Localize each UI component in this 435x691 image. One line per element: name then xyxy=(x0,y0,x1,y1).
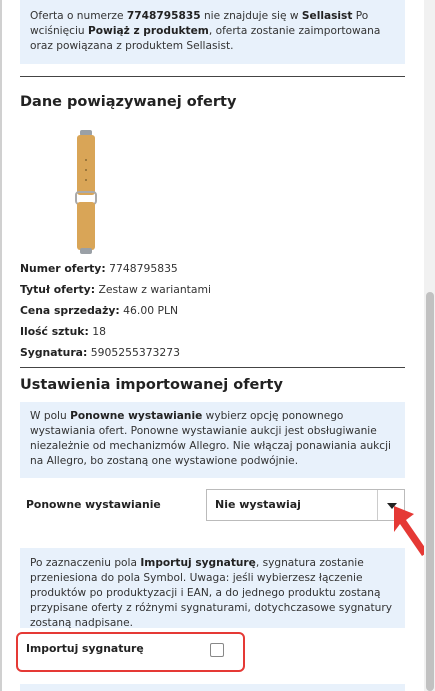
section-divider xyxy=(20,367,405,368)
relist-label: Ponowne wystawianie xyxy=(26,498,161,511)
detail-quantity: Ilość sztuk: 18 xyxy=(20,325,106,338)
scrollbar-thumb[interactable] xyxy=(426,292,434,691)
window-left-border xyxy=(0,0,2,691)
detail-sale-price: Cena sprzedaży: 46.00 PLN xyxy=(20,304,179,317)
relist-info-box: W polu Ponowne wystawianie wybierz opcję ponownego wystawiania ofert. Ponowne wystawianie aukcji jest obsługiwanie niezależnie od mechanizmów Allegro. Nie włączaj ponawiania aukcji na Allegro, bo zostaną one wystawione podwójnie. xyxy=(20,402,405,478)
linked-offer-title: Dane powiązywanej oferty xyxy=(20,94,237,110)
detail-offer-title: Tytuł oferty: Zestaw z wariantami xyxy=(20,283,212,296)
signature-info-box: Po zaznaczeniu pola Importuj sygnaturę, sygnatura zostanie przeniesiona do pola Symbol. Uwaga: jeśli wybierzesz łączenie produktów po produktyzacji i EAN, a do jednego produktu zostaną przypisane oferty z różnymi sygnaturami, dotychczasowe sygnatury zostaną nadpisane. xyxy=(20,548,405,628)
detail-offer-number: Numer oferty: 7748795835 xyxy=(20,262,178,275)
select-separator xyxy=(377,490,378,520)
watch-strap-product-image xyxy=(66,130,106,256)
section-divider xyxy=(20,76,405,77)
relist-select-value: Nie wystawiaj xyxy=(215,498,301,511)
import-settings-title: Ustawienia importowanej oferty xyxy=(20,377,283,393)
import-signature-checkbox[interactable] xyxy=(210,643,224,657)
next-info-box xyxy=(20,684,405,691)
offer-not-found-notice: Oferta o numerze 7748795835 nie znajduje się w Sellasist Po wciśnięciu Powiąż z produktem, oferta zostanie zaimportowana oraz powiązana z produktem Sellasist. xyxy=(20,0,405,64)
platform-name: Sellasist xyxy=(301,10,353,22)
relist-select[interactable] xyxy=(206,489,405,521)
import-signature-label: Importuj sygnaturę xyxy=(26,642,144,655)
offer-number-text: 7748795835 xyxy=(126,10,201,22)
detail-signature: Sygnatura: 5905255373273 xyxy=(20,346,181,359)
link-product-mention: Powiąż z produktem xyxy=(87,25,209,37)
